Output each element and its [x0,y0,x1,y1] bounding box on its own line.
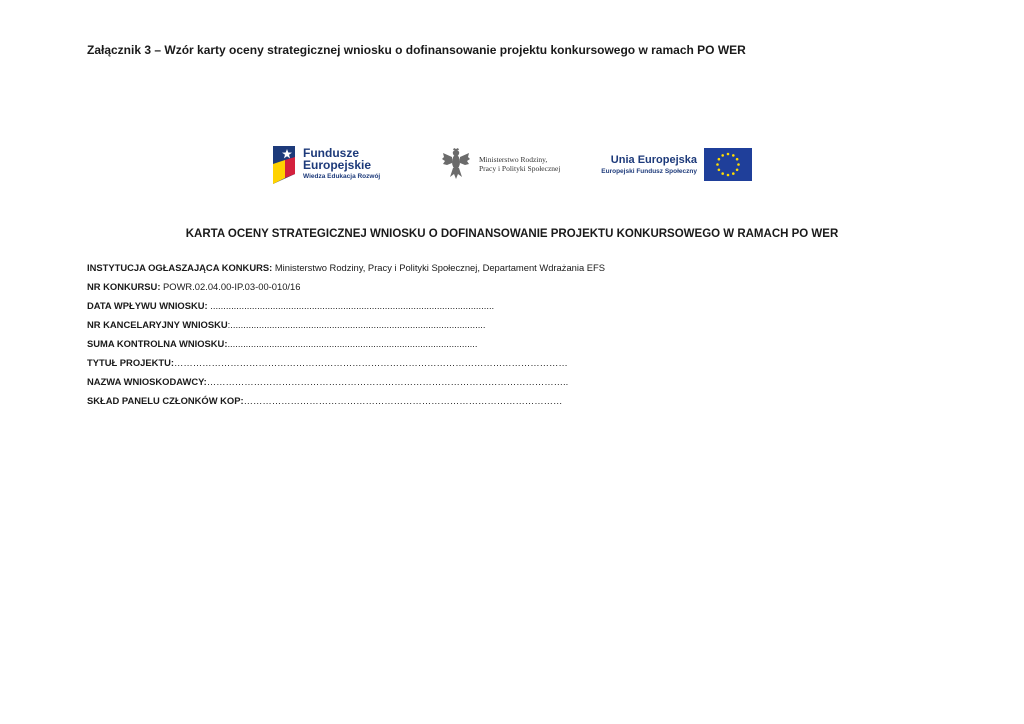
field-panel-members [87,395,687,414]
field-competition-number [87,281,687,300]
field-list [87,262,687,414]
field-label: INSTYTUCJA OGŁASZAJĄCA KONKURS: [87,262,273,273]
field-label: SKŁAD PANELU CZŁONKÓW KOP: [87,395,244,406]
field-label: NR KONKURSU: [87,281,161,292]
ministry-line1: Ministerstwo Rodziny, [479,155,548,164]
field-institution [87,262,687,281]
field-value: ................................................................................................ [227,338,478,349]
field-office-number [87,319,687,338]
fe-logo-tagline: Wiedza Edukacja Rozwój [303,173,381,180]
field-label: DATA WPŁYWU WNIOSKU: [87,300,208,311]
eu-logo-line2: Europejski Fundusz Społeczny [601,168,697,176]
field-value: :.................................................................................................. [227,319,486,330]
field-value: POWR.02.04.00-IP.03-00-010/16 [160,281,301,292]
field-value: …………………………………………………………………………………………………….. [206,376,569,387]
fe-logo-line1: Fundusze [303,146,359,160]
field-value: ……………………………………………………………………………………………………………… [173,357,568,368]
polish-eagle-icon [441,147,471,181]
field-label: TYTUŁ PROJEKTU: [87,357,174,368]
field-receipt-date [87,300,687,319]
ministry-logo [441,145,571,183]
ministry-line2: Pracy i Polityki Społecznej [479,164,561,174]
field-label: NR KANCELARYJNY WNIOSKU [87,319,228,330]
eu-flag-icon [704,148,752,181]
field-applicant-name [87,376,687,395]
card-title: KARTA OCENY STRATEGICZNEJ WNIOSKU O DOFINANSOWANIE PROJEKTU KONKURSOWEGO W RAMACH PO WER [185,228,839,240]
field-value: ............................................................................................................. [207,300,495,311]
fe-logo-line2: Europejskie [303,158,372,172]
field-project-title [87,357,687,376]
eu-logo [594,146,754,184]
fundusze-europejskie-logo [271,142,411,186]
field-value: ………………………………………………………………………………………… [243,395,563,406]
field-checksum [87,338,687,357]
field-label: SUMA KONTROLNA WNIOSKU: [87,338,228,349]
field-value: Ministerstwo Rodziny, Pracy i Polityki Społecznej, Departament Wdrażania EFS [272,262,606,273]
eu-logo-line1: Unia Europejska [610,154,697,166]
fundusze-europejskie-flag-icon [271,144,297,186]
field-label: NAZWA WNIOSKODAWCY: [87,376,207,387]
annex-title: Załącznik 3 – Wzór karty oceny strategicznej wniosku o dofinansowanie projektu konkursowego w ramach PO WER [87,43,746,57]
logo-bar [0,140,1024,190]
